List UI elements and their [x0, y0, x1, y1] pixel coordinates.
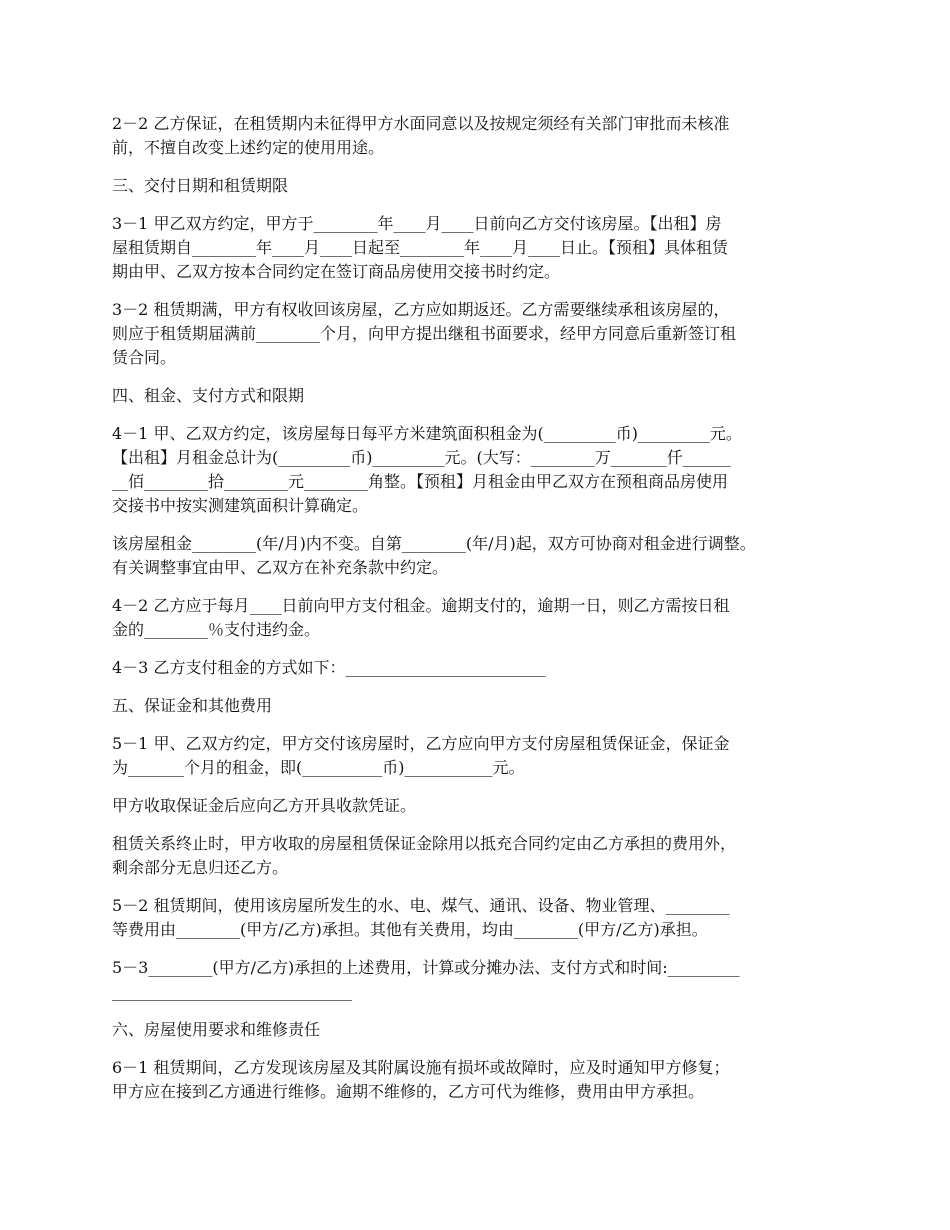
clause-4-2: [112, 594, 842, 642]
clause-5-1-refund: [112, 832, 842, 880]
text-line: 有关调整事宜由甲、乙双方在补充条款中约定。: [112, 558, 449, 577]
text-line: ______________________________: [112, 982, 352, 1001]
text-line: 甲方应在接到乙方通进行维修。逾期不维修的，乙方可代为维修，费用由甲方承担。: [112, 1082, 705, 1101]
text-line: 4－2 乙方应于每月____日前向甲方支付租金。逾期支付的，逾期一日，则乙方需按日租: [112, 596, 730, 615]
section-heading-4: [112, 384, 842, 408]
section-heading-6: [112, 1018, 842, 1042]
clause-4-3: [112, 656, 842, 680]
section-heading-5: [112, 694, 842, 718]
text-line: 2－2 乙方保证，在租赁期内未征得甲方水面同意以及按规定须经有关部门审批而未核准: [112, 114, 730, 133]
text-line: 屋租赁期自________年____月____日起至________年____月____日止。【预租】具体租赁: [112, 238, 729, 257]
text-line: 5－3________(甲方/乙方)承担的上述费用，计算或分摊办法、支付方式和时间:_________: [112, 958, 740, 977]
clause-5-1: [112, 732, 842, 780]
text-line: 5－1 甲、乙双方约定，甲方交付该房屋时，乙方应向甲方支付房屋租赁保证金，保证金: [112, 734, 730, 753]
text-line: 金的________％支付违约金。: [112, 620, 321, 639]
clause-2-2: [112, 112, 842, 160]
clause-5-1-receipt: [112, 794, 842, 818]
text-line: 前，不擅自改变上述约定的使用用途。: [112, 138, 385, 157]
text-line: 【出租】月租金总计为(_________币)_________元。(大写：________万_______仟______: [112, 448, 731, 467]
text-line: 交接书中按实测建筑面积计算确定。: [112, 496, 369, 515]
text-line: 该房屋租金________(年/月)内不变。自第________(年/月)起，双方可协商对租金进行调整。: [112, 534, 756, 553]
document-body: [112, 112, 842, 1118]
clause-4-1: [112, 422, 842, 518]
section-heading-3: [112, 174, 842, 198]
clause-6-1: [112, 1056, 842, 1104]
text-line: 3－1 甲乙双方约定，甲方于________年____月____日前向乙方交付该房屋。【出租】房: [112, 214, 722, 233]
clause-5-2: [112, 894, 842, 942]
clause-3-2: [112, 298, 842, 370]
text-line: 期由甲、乙双方按本合同约定在签订商品房使用交接书时约定。: [112, 262, 561, 281]
text-line: 5－2 租赁期间，使用该房屋所发生的水、电、煤气、通讯、设备、物业管理、________: [112, 896, 730, 915]
heading-text: 六、房屋使用要求和维修责任: [112, 1020, 321, 1039]
clause-3-1: [112, 212, 842, 284]
text-line: 则应于租赁期届满前________个月，向甲方提出继租书面要求，经甲方同意后重新签订租: [112, 324, 737, 343]
text-line: 等费用由________(甲方/乙方)承担。其他有关费用，均由________(甲方/乙方)承担。: [112, 920, 708, 939]
text-line: 6－1 租赁期间，乙方发现该房屋及其附属设施有损坏或故障时，应及时通知甲方修复；: [112, 1058, 730, 1077]
text-line: 甲方收取保证金后应向乙方开具收款凭证。: [112, 796, 417, 815]
text-line: 4－3 乙方支付租金的方式如下：_________________________: [112, 658, 546, 677]
text-line: 3－2 租赁期满，甲方有权收回该房屋，乙方应如期返还。乙方需要继续承租该房屋的，: [112, 300, 730, 319]
text-line: 剩余部分无息归还乙方。: [112, 858, 289, 877]
text-line: __佰________拾________元________角整。【预租】月租金由甲乙双方在预租商品房使用: [112, 472, 729, 491]
heading-text: 五、保证金和其他费用: [112, 696, 273, 715]
text-line: 租赁关系终止时，甲方收取的房屋租赁保证金除用以抵充合同约定由乙方承担的费用外，: [112, 834, 737, 853]
heading-text: 三、交付日期和租赁期限: [112, 176, 289, 195]
text-line: 4－1 甲、乙双方约定，该房屋每日每平方米建筑面积租金为(_________币)_________元。: [112, 424, 742, 443]
clause-4-1-rent-adjustment: [112, 532, 842, 580]
text-line: 为_______个月的租金，即(__________币)___________元。: [112, 758, 525, 777]
clause-5-3: [112, 956, 842, 1004]
text-line: 赁合同。: [112, 348, 177, 367]
heading-text: 四、租金、支付方式和限期: [112, 386, 305, 405]
